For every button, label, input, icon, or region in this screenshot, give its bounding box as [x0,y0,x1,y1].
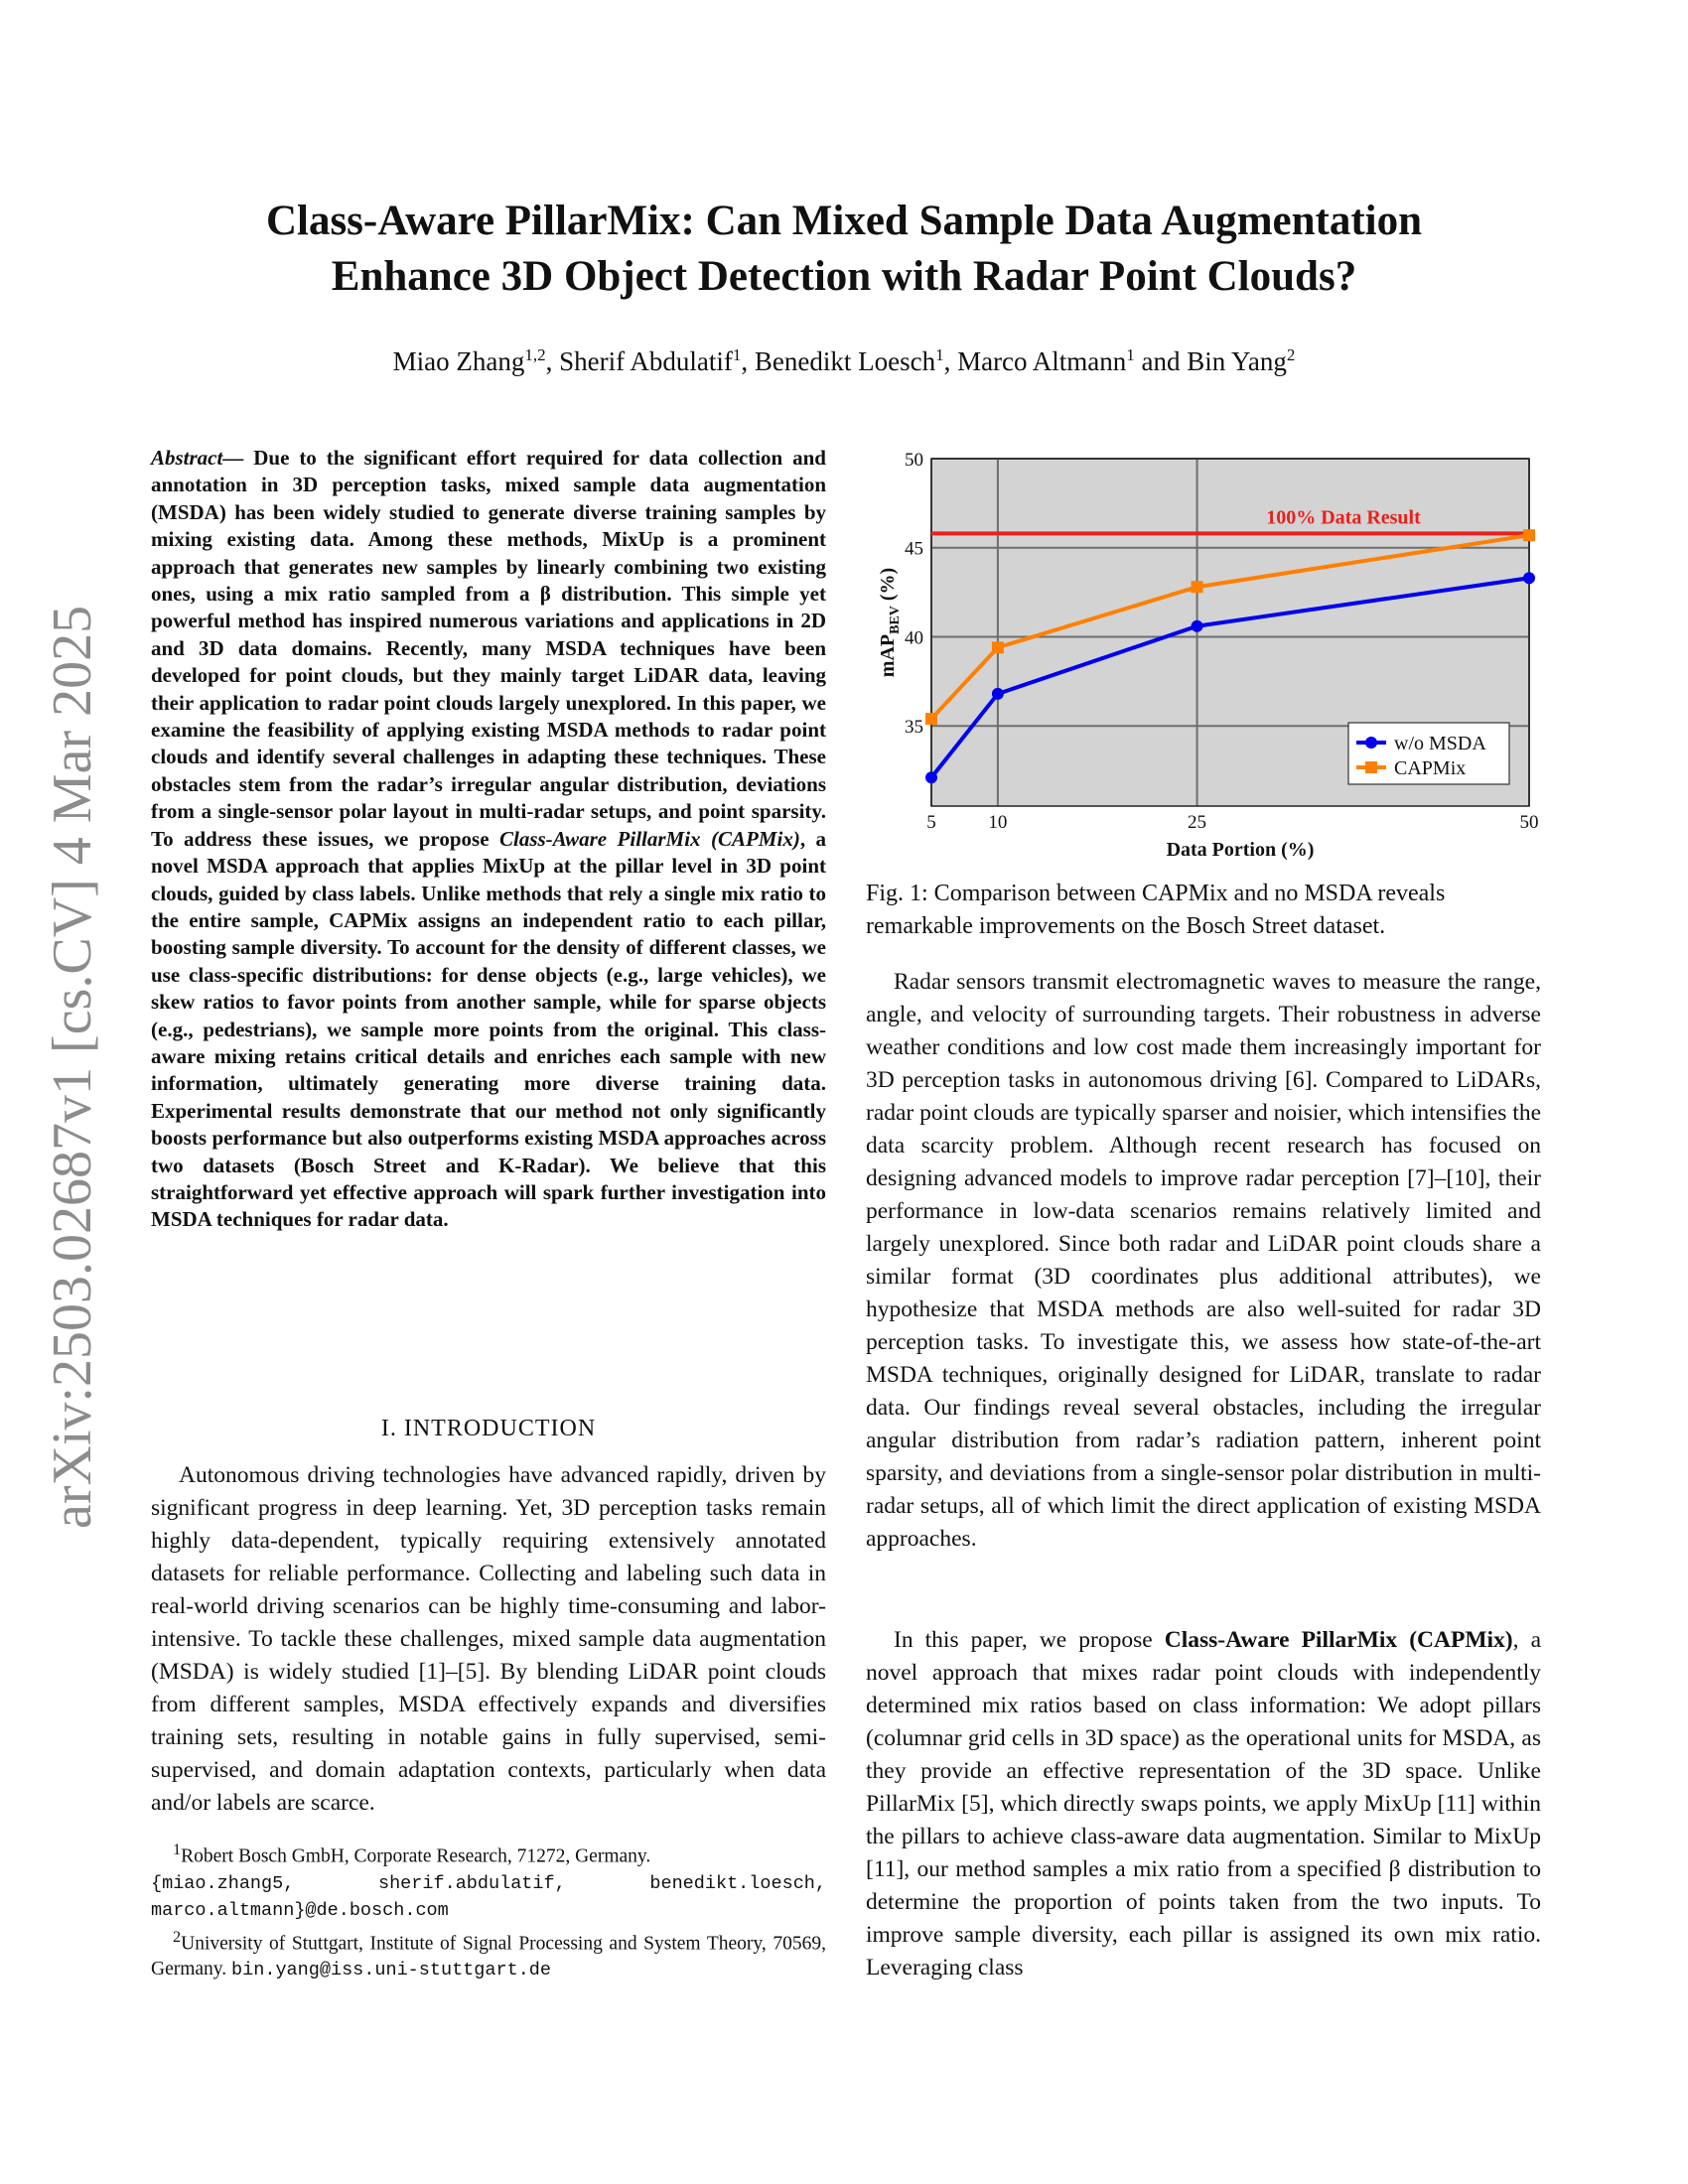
abstract-text: Due to the significant effort required for data collection and annotation in 3D perception tasks, mixed sample data augmentation (MSDA) has been widely studied to generate diverse training samples by mixing existing data. Among these methods, MixUp is a prominent approach that generates new samples by linearly combining two existing ones, using a mix ratio sampled from a β distribution. This simple yet powerful method has inspired numerous variations and applications in 2D and 3D data domains. Recently, many MSDA techniques have been developed for point clouds, but they mainly target LiDAR data, leaving their application to radar point clouds largely unexplored. In this paper, we examine the feasibility of applying existing MSDA methods to radar point clouds and identify several challenges in adapting these techniques. These obstacles stem from the radar’s irregular angular distribution, deviations from a single-sensor polar layout in multi-radar setups, and point sparsity. To address these issues, we propose [151,446,826,851]
author-name: Sherif Abdulatif [559,346,733,376]
footnote-emails: {miao.zhang5, sherif.abdulatif, benedikt.loesch, marco.altmann}@de.bosch.com [151,1872,826,1921]
data-point [1192,581,1203,593]
y-axis-label [877,568,903,677]
author-separator: , [545,346,560,376]
footnote-email: bin.yang@iss.uni-stuttgart.de [231,1960,551,1980]
body-paragraph [866,1624,1541,1984]
footnote-1 [151,1837,826,1924]
author-affiliation: 1 [935,345,944,364]
author-separator: , [741,346,755,376]
arxiv-stamp: arXiv:2503.02687v1 [cs.CV] 4 Mar 2025 [42,605,103,1529]
y-tick-label: 40 [905,627,923,649]
title-line-2: Enhance 3D Object Detection with Radar Point Clouds? [331,253,1357,300]
footnote-mark: 2 [173,1927,182,1946]
author-affiliation: 1,2 [524,345,546,364]
y-tick-label: 50 [905,450,923,471]
abstract [151,445,826,1234]
y-axis-label-subscript: BEV [888,606,903,634]
author-name: Bin Yang [1187,346,1287,376]
x-tick-label: 5 [926,812,936,833]
author-separator: and [1134,346,1188,376]
footnote-text: University of Stuttgart, Institute of Signal Processing and System Theory, 70569, Germany. [151,1933,826,1979]
line-chart [862,445,1557,872]
author-affiliation: 1 [732,345,742,364]
abstract-text: , a novel MSDA approach that applies MixUp at the pillar level in 3D point clouds, guided by class labels. Unlike methods that rely a single mix ratio to the entire sample, CAPMix assigns an independent ratio to each pillar, boosting sample diversity. To account for the density of different classes, we use class-specific distributions: for dense objects (e.g., large vehicles), we skew ratios to favor points from another sample, while for sparse objects (e.g., pedestrians), we sample more points from the original. This class-aware mixing retains critical details and enriches each sample with new information, ultimately generating more diverse training data. Experimental results demonstrate that our method not only significantly boosts performance but also outperforms existing MSDA approaches across two datasets (Bosch Street and K-Radar). We believe that this straightforward yet effective approach will spark further investigation into MSDA techniques for radar data. [151,826,826,1232]
legend-marker [1365,761,1377,773]
footnotes [151,1835,826,1983]
data-point [1523,572,1535,584]
data-point [1523,529,1535,541]
x-tick-label: 25 [1188,812,1207,833]
title-line-1: Class-Aware PillarMix: Can Mixed Sample Data Augmentation [265,198,1423,244]
y-tick-label: 45 [905,538,923,560]
y-axis-label-unit: (%) [877,567,899,607]
abstract-lead: Abstract— [151,446,244,470]
figure-1 [862,445,1557,872]
author-list [159,345,1529,377]
abstract-method-name: Class-Aware PillarMix (CAPMix) [498,826,800,851]
data-point [992,688,1004,700]
data-point [925,713,937,725]
legend-marker [1365,737,1377,749]
body-paragraph: Radar sensors transmit electromagnetic waves to measure the range, angle, and velocity of surrounding targets. Their robustness in adverse weather conditions and low cost made them increasingly important for 3D perception tasks in autonomous driving [6]. Compared to LiDARs, radar point clouds are typically sparser and noisier, which intensifies the data scarcity problem. Although recent research has focused on designing advanced models to improve radar perception [7]–[10], their performance in low-data scenarios remains relatively limited and largely unexplored. Since both radar and LiDAR point clouds share a similar format (3D coordinates plus additional attributes), we hypothesize that MSDA methods are also well-suited for radar 3D perception tasks. To investigate this, we assess how state-of-the-art MSDA techniques, originally designed for LiDAR, translate to radar data. Our findings reveal several obstacles, including the irregular angular distribution from radar’s radiation pattern, inherent point sparsity, and deviations from a single-sensor polar distribution in multi-radar setups, all of which limit the direct application of existing MSDA approaches. [866,969,1541,1552]
author-name: Benedikt Loesch [754,346,936,376]
author-name: Marco Altmann [957,346,1127,376]
paragraph-text: , a novel approach that mixes radar point clouds with independently determined mix ratios based on class information: We adopt pillars (columnar grid cells in 3D space) as the operational units for MSDA, as they provide an effective representation of the 3D space. Unlike PillarMix [5], which directly swaps points, we apply MixUp [11] within the pillars to achieve class-aware data augmentation. Similar to MixUp [11], our method samples a mix ratio from a specified β distribution to determine the proportion of points taken from the two inputs. To improve sample diversity, each pillar is assigned its own mix ratio. Leveraging class [866,1627,1542,1980]
author-separator: , [943,346,958,376]
y-tick-label: 35 [905,717,923,739]
x-tick-label: 50 [1519,812,1539,833]
paper-title [159,194,1529,305]
author-name: Miao Zhang [392,346,525,376]
footnote-mark: 1 [173,1841,182,1858]
reference-line-label: 100% Data Result [1266,506,1421,529]
intro-paragraph: Autonomous driving technologies have advanced rapidly, driven by significant progress in deep learning. Yet, 3D perception tasks remain highly data-dependent, typically requiring extensively annotated datasets for reliable performance. Collecting and labeling such data in real-world driving scenarios can be highly time-consuming and labor-intensive. To tackle these challenges, mixed sample data augmentation (MSDA) is widely studied [1]–[5]. By blending LiDAR point clouds from different samples, MSDA effectively expands and diversifies training sets, resulting in notable gains in fully supervised, semi-supervised, and domain adaptation contexts, particularly when data and/or labels are scarce. [151,1462,826,1816]
data-point [1192,620,1203,632]
x-axis-label: Data Portion (%) [1166,839,1315,861]
y-axis-label-main: mAP [877,633,899,678]
paragraph-text: In this paper, we propose [894,1627,1165,1653]
x-tick-label: 10 [988,812,1008,833]
author-affiliation: 1 [1126,345,1135,364]
section-heading: I. INTRODUCTION [380,1416,597,1441]
legend-entry: CAPMix [1394,757,1467,779]
legend-entry: w/o MSDA [1394,733,1486,754]
footnote-2 [151,1924,826,1984]
footnote-text: Robert Bosch GmbH, Corporate Research, 71272, Germany. [181,1845,651,1867]
method-name-bold: Class-Aware PillarMix (CAPMix) [1164,1627,1513,1653]
data-point [925,771,937,783]
author-affiliation: 2 [1286,345,1296,364]
data-point [992,641,1004,653]
figure-caption: Fig. 1: Comparison between CAPMix and no MSDA reveals remarkable improvements on the Bosch Street dataset. [866,881,1446,939]
